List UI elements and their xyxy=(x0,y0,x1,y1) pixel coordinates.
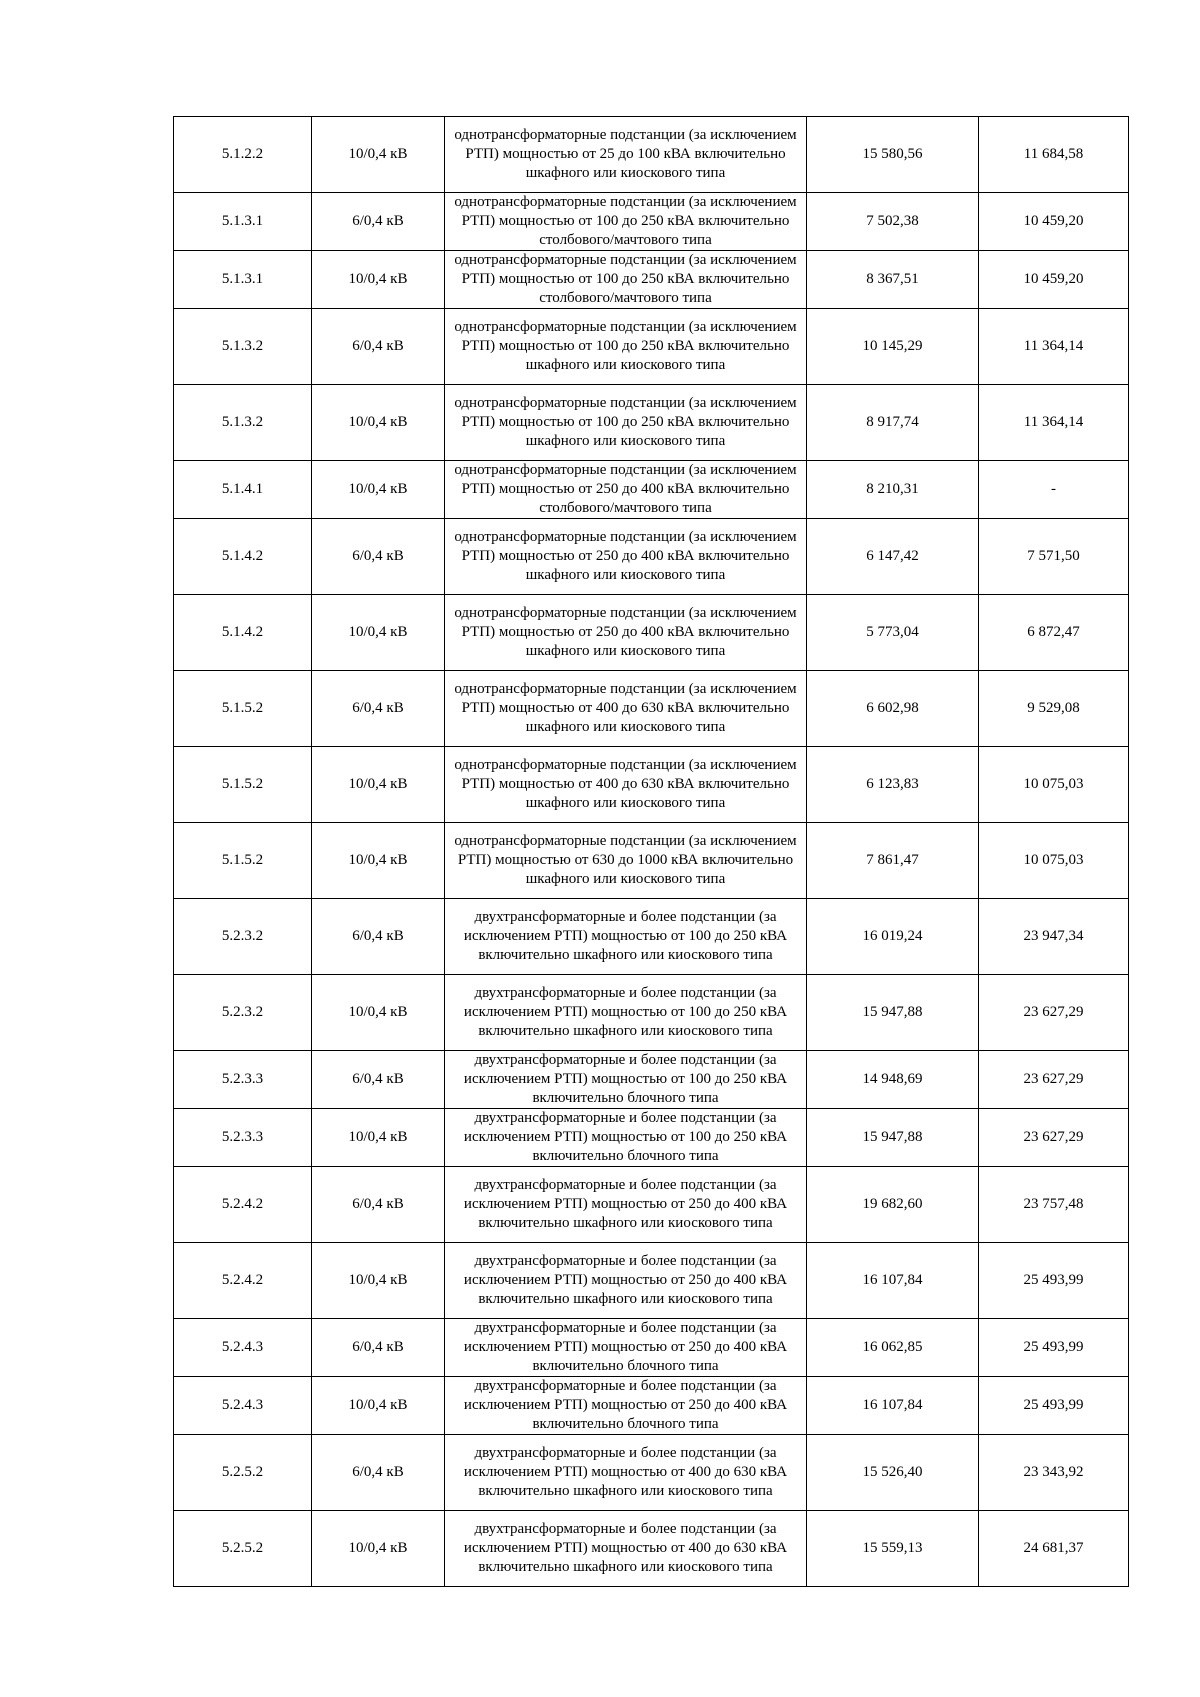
row-code: 5.2.3.3 xyxy=(174,1051,312,1109)
row-rate-2: 23 627,29 xyxy=(979,975,1129,1051)
row-description: двухтрансформаторные и более подстанции (за исключением РТП) мощностью от 250 до 400 кВА включительно шкафного или киоскового типа xyxy=(445,1243,807,1319)
row-voltage: 6/0,4 кВ xyxy=(312,193,445,251)
row-code: 5.2.3.2 xyxy=(174,975,312,1051)
row-code: 5.1.2.2 xyxy=(174,117,312,193)
row-code: 5.1.3.1 xyxy=(174,251,312,309)
row-rate-2: 25 493,99 xyxy=(979,1377,1129,1435)
row-voltage: 10/0,4 кВ xyxy=(312,461,445,519)
row-code: 5.1.3.1 xyxy=(174,193,312,251)
row-rate-2: 23 627,29 xyxy=(979,1051,1129,1109)
row-rate-1: 15 947,88 xyxy=(807,975,979,1051)
row-voltage: 10/0,4 кВ xyxy=(312,251,445,309)
row-rate-1: 7 502,38 xyxy=(807,193,979,251)
row-description: однотрансформаторные подстанции (за исключением РТП) мощностью от 100 до 250 кВА включительно шкафного или киоскового типа xyxy=(445,385,807,461)
row-rate-1: 15 580,56 xyxy=(807,117,979,193)
row-voltage: 10/0,4 кВ xyxy=(312,823,445,899)
row-rate-1: 6 602,98 xyxy=(807,671,979,747)
table-row xyxy=(174,1377,1129,1435)
row-description: двухтрансформаторные и более подстанции (за исключением РТП) мощностью от 400 до 630 кВА включительно шкафного или киоскового типа xyxy=(445,1435,807,1511)
row-code: 5.2.3.2 xyxy=(174,899,312,975)
row-voltage: 10/0,4 кВ xyxy=(312,1243,445,1319)
tariff-table xyxy=(173,116,1129,1587)
row-description: однотрансформаторные подстанции (за исключением РТП) мощностью от 250 до 400 кВА включительно шкафного или киоскового типа xyxy=(445,595,807,671)
row-rate-2: - xyxy=(979,461,1129,519)
row-rate-1: 6 147,42 xyxy=(807,519,979,595)
row-rate-2: 11 364,14 xyxy=(979,309,1129,385)
row-description: двухтрансформаторные и более подстанции (за исключением РТП) мощностью от 100 до 250 кВА включительно блочного типа xyxy=(445,1109,807,1167)
row-voltage: 10/0,4 кВ xyxy=(312,385,445,461)
row-rate-2: 23 343,92 xyxy=(979,1435,1129,1511)
row-description: однотрансформаторные подстанции (за исключением РТП) мощностью от 250 до 400 кВА включительно столбового/мачтового типа xyxy=(445,461,807,519)
row-code: 5.1.5.2 xyxy=(174,747,312,823)
row-rate-1: 7 861,47 xyxy=(807,823,979,899)
row-rate-2: 7 571,50 xyxy=(979,519,1129,595)
row-rate-1: 16 062,85 xyxy=(807,1319,979,1377)
row-rate-1: 15 559,13 xyxy=(807,1511,979,1587)
table-row xyxy=(174,1319,1129,1377)
row-code: 5.1.3.2 xyxy=(174,385,312,461)
row-code: 5.1.4.2 xyxy=(174,519,312,595)
row-rate-2: 10 075,03 xyxy=(979,747,1129,823)
row-voltage: 10/0,4 кВ xyxy=(312,595,445,671)
row-description: однотрансформаторные подстанции (за исключением РТП) мощностью от 400 до 630 кВА включительно шкафного или киоскового типа xyxy=(445,671,807,747)
row-rate-2: 6 872,47 xyxy=(979,595,1129,671)
row-rate-2: 10 459,20 xyxy=(979,251,1129,309)
row-voltage: 10/0,4 кВ xyxy=(312,747,445,823)
table-row xyxy=(174,823,1129,899)
row-voltage: 6/0,4 кВ xyxy=(312,519,445,595)
row-rate-1: 14 948,69 xyxy=(807,1051,979,1109)
row-description: двухтрансформаторные и более подстанции (за исключением РТП) мощностью от 100 до 250 кВА включительно шкафного или киоскового типа xyxy=(445,899,807,975)
row-code: 5.2.5.2 xyxy=(174,1435,312,1511)
row-rate-1: 10 145,29 xyxy=(807,309,979,385)
row-voltage: 10/0,4 кВ xyxy=(312,1377,445,1435)
row-code: 5.1.5.2 xyxy=(174,823,312,899)
row-description: двухтрансформаторные и более подстанции (за исключением РТП) мощностью от 400 до 630 кВА включительно шкафного или киоскового типа xyxy=(445,1511,807,1587)
row-rate-2: 9 529,08 xyxy=(979,671,1129,747)
row-description: однотрансформаторные подстанции (за исключением РТП) мощностью от 100 до 250 кВА включительно шкафного или киоскового типа xyxy=(445,309,807,385)
table-row xyxy=(174,117,1129,193)
row-rate-2: 23 627,29 xyxy=(979,1109,1129,1167)
table-row xyxy=(174,671,1129,747)
row-rate-1: 15 526,40 xyxy=(807,1435,979,1511)
row-code: 5.2.4.2 xyxy=(174,1167,312,1243)
row-rate-2: 23 947,34 xyxy=(979,899,1129,975)
row-rate-1: 16 107,84 xyxy=(807,1243,979,1319)
row-description: двухтрансформаторные и более подстанции (за исключением РТП) мощностью от 250 до 400 кВА включительно блочного типа xyxy=(445,1319,807,1377)
row-description: однотрансформаторные подстанции (за исключением РТП) мощностью от 630 до 1000 кВА включительно шкафного или киоскового типа xyxy=(445,823,807,899)
table-row xyxy=(174,1243,1129,1319)
table-row xyxy=(174,1511,1129,1587)
row-rate-1: 8 367,51 xyxy=(807,251,979,309)
row-description: двухтрансформаторные и более подстанции (за исключением РТП) мощностью от 250 до 400 кВА включительно блочного типа xyxy=(445,1377,807,1435)
row-code: 5.1.4.2 xyxy=(174,595,312,671)
tariff-table-body xyxy=(174,117,1129,1587)
row-code: 5.2.4.3 xyxy=(174,1319,312,1377)
row-rate-2: 25 493,99 xyxy=(979,1319,1129,1377)
row-description: двухтрансформаторные и более подстанции (за исключением РТП) мощностью от 250 до 400 кВА включительно шкафного или киоскового типа xyxy=(445,1167,807,1243)
row-rate-2: 23 757,48 xyxy=(979,1167,1129,1243)
row-description: двухтрансформаторные и более подстанции (за исключением РТП) мощностью от 100 до 250 кВА включительно шкафного или киоскового типа xyxy=(445,975,807,1051)
row-rate-1: 15 947,88 xyxy=(807,1109,979,1167)
row-rate-1: 8 210,31 xyxy=(807,461,979,519)
row-code: 5.1.4.1 xyxy=(174,461,312,519)
row-voltage: 6/0,4 кВ xyxy=(312,309,445,385)
row-description: однотрансформаторные подстанции (за исключением РТП) мощностью от 100 до 250 кВА включительно столбового/мачтового типа xyxy=(445,193,807,251)
table-row xyxy=(174,461,1129,519)
row-rate-2: 10 075,03 xyxy=(979,823,1129,899)
row-voltage: 6/0,4 кВ xyxy=(312,1435,445,1511)
row-voltage: 6/0,4 кВ xyxy=(312,1319,445,1377)
table-row xyxy=(174,1435,1129,1511)
row-rate-1: 5 773,04 xyxy=(807,595,979,671)
row-voltage: 10/0,4 кВ xyxy=(312,1511,445,1587)
row-description: однотрансформаторные подстанции (за исключением РТП) мощностью от 25 до 100 кВА включительно шкафного или киоскового типа xyxy=(445,117,807,193)
row-voltage: 10/0,4 кВ xyxy=(312,1109,445,1167)
table-row xyxy=(174,899,1129,975)
row-rate-2: 10 459,20 xyxy=(979,193,1129,251)
table-row xyxy=(174,1167,1129,1243)
row-rate-1: 6 123,83 xyxy=(807,747,979,823)
row-rate-2: 24 681,37 xyxy=(979,1511,1129,1587)
row-voltage: 10/0,4 кВ xyxy=(312,975,445,1051)
table-row xyxy=(174,193,1129,251)
row-voltage: 6/0,4 кВ xyxy=(312,1167,445,1243)
row-code: 5.1.5.2 xyxy=(174,671,312,747)
row-description: двухтрансформаторные и более подстанции (за исключением РТП) мощностью от 100 до 250 кВА включительно блочного типа xyxy=(445,1051,807,1109)
row-voltage: 10/0,4 кВ xyxy=(312,117,445,193)
row-code: 5.2.4.3 xyxy=(174,1377,312,1435)
row-rate-2: 11 684,58 xyxy=(979,117,1129,193)
row-voltage: 6/0,4 кВ xyxy=(312,899,445,975)
row-voltage: 6/0,4 кВ xyxy=(312,1051,445,1109)
row-voltage: 6/0,4 кВ xyxy=(312,671,445,747)
row-code: 5.2.4.2 xyxy=(174,1243,312,1319)
table-row xyxy=(174,1109,1129,1167)
table-row xyxy=(174,385,1129,461)
table-row xyxy=(174,251,1129,309)
table-row xyxy=(174,309,1129,385)
row-description: однотрансформаторные подстанции (за исключением РТП) мощностью от 400 до 630 кВА включительно шкафного или киоскового типа xyxy=(445,747,807,823)
row-rate-2: 11 364,14 xyxy=(979,385,1129,461)
row-rate-1: 19 682,60 xyxy=(807,1167,979,1243)
row-code: 5.1.3.2 xyxy=(174,309,312,385)
table-row xyxy=(174,519,1129,595)
row-description: однотрансформаторные подстанции (за исключением РТП) мощностью от 100 до 250 кВА включительно столбового/мачтового типа xyxy=(445,251,807,309)
table-row xyxy=(174,975,1129,1051)
row-code: 5.2.3.3 xyxy=(174,1109,312,1167)
row-description: однотрансформаторные подстанции (за исключением РТП) мощностью от 250 до 400 кВА включительно шкафного или киоскового типа xyxy=(445,519,807,595)
row-rate-1: 16 107,84 xyxy=(807,1377,979,1435)
row-rate-2: 25 493,99 xyxy=(979,1243,1129,1319)
row-rate-1: 16 019,24 xyxy=(807,899,979,975)
table-row xyxy=(174,595,1129,671)
row-code: 5.2.5.2 xyxy=(174,1511,312,1587)
table-row xyxy=(174,747,1129,823)
table-row xyxy=(174,1051,1129,1109)
row-rate-1: 8 917,74 xyxy=(807,385,979,461)
